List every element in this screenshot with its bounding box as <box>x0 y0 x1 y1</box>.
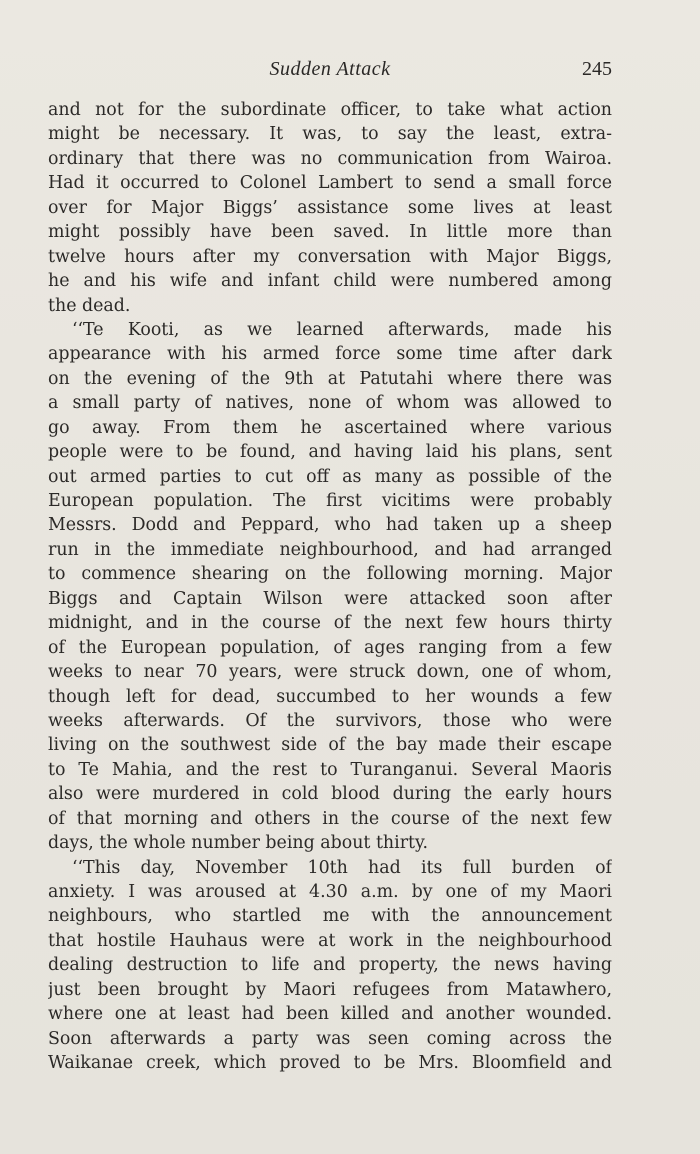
page-header <box>48 58 612 84</box>
text-line: of that morning and others in the course of the next few <box>48 808 612 829</box>
text-line: Messrs. Dodd and Peppard, who had taken up a sheep <box>48 515 612 536</box>
body-text <box>48 98 612 1076</box>
text-line: might be necessary. It was, to say the least, extra- <box>48 124 612 145</box>
text-line: out armed parties to cut off as many as possible of the <box>48 466 612 487</box>
text-line: Had it occurred to Colonel Lambert to send a small force <box>48 173 612 194</box>
text-line: though left for dead, succumbed to her wounds a few <box>48 686 612 707</box>
text-line: run in the immediate neighbourhood, and had arranged <box>48 539 612 560</box>
text-line: the dead. <box>48 295 131 316</box>
text-line: to commence shearing on the following morning. Major <box>48 564 612 585</box>
text-line: people were to be found, and having laid his plans, sent <box>48 442 612 463</box>
text-line: a small party of natives, none of whom was allowed to <box>48 393 612 414</box>
page-number: 245 <box>582 58 612 80</box>
text-line: appearance with his armed force some time after dark <box>48 344 612 365</box>
text-line: ‘‘This day, November 10th had its full burden of <box>72 857 612 878</box>
text-line: Soon afterwards a party was seen coming across the <box>48 1028 612 1049</box>
text-line: midnight, and in the course of the next few hours thirty <box>48 613 612 634</box>
text-line: neighbours, who startled me with the announcement <box>48 906 612 927</box>
text-line: days, the whole number being about thirty. <box>48 833 429 854</box>
text-line: of the European population, of ages ranging from a few <box>48 637 612 658</box>
text-line: twelve hours after my conversation with Major Biggs, <box>48 246 612 267</box>
text-line: where one at least had been killed and another wounded. <box>48 1004 612 1025</box>
running-head: Sudden Attack <box>269 58 391 80</box>
text-line: ordinary that there was no communication from Wairoa. <box>48 148 612 169</box>
text-line: dealing destruction to life and property, the news having <box>48 955 612 976</box>
text-line: living on the southwest side of the bay made their escape <box>48 735 612 756</box>
text-line: and not for the subordinate officer, to take what action <box>48 100 612 120</box>
text-line: that hostile Hauhaus were at work in the neighbourhood <box>48 930 612 951</box>
text-line: European population. The first vicitims were probably <box>48 491 612 511</box>
text-line: he and his wife and infant child were numbered among <box>48 271 612 292</box>
text-line: to Te Mahia, and the rest to Turanganui. Several Maoris <box>48 759 612 780</box>
text-line: might possibly have been saved. In little more than <box>48 222 612 243</box>
text-line: weeks to near 70 years, were struck down, one of whom, <box>48 662 612 683</box>
text-line: also were murdered in cold blood during the early hours <box>48 784 612 805</box>
text-line: weeks afterwards. Of the survivors, those who were <box>48 710 612 731</box>
text-line: over for Major Biggs’ assistance some lives at least <box>48 197 612 218</box>
text-line: on the evening of the 9th at Patutahi where there was <box>48 368 612 389</box>
text-line: just been brought by Maori refugees from Matawhero, <box>48 979 612 1000</box>
text-line: Biggs and Captain Wilson were attacked soon after <box>48 588 612 609</box>
text-line: ‘‘Te Kooti, as we learned afterwards, made his <box>72 319 612 340</box>
text-line: anxiety. I was aroused at 4.30 a.m. by one of my Maori <box>48 882 612 902</box>
text-line: go away. From them he ascertained where various <box>48 417 612 438</box>
text-line: Waikanae creek, which proved to be Mrs. Bloomfield and <box>48 1053 612 1074</box>
